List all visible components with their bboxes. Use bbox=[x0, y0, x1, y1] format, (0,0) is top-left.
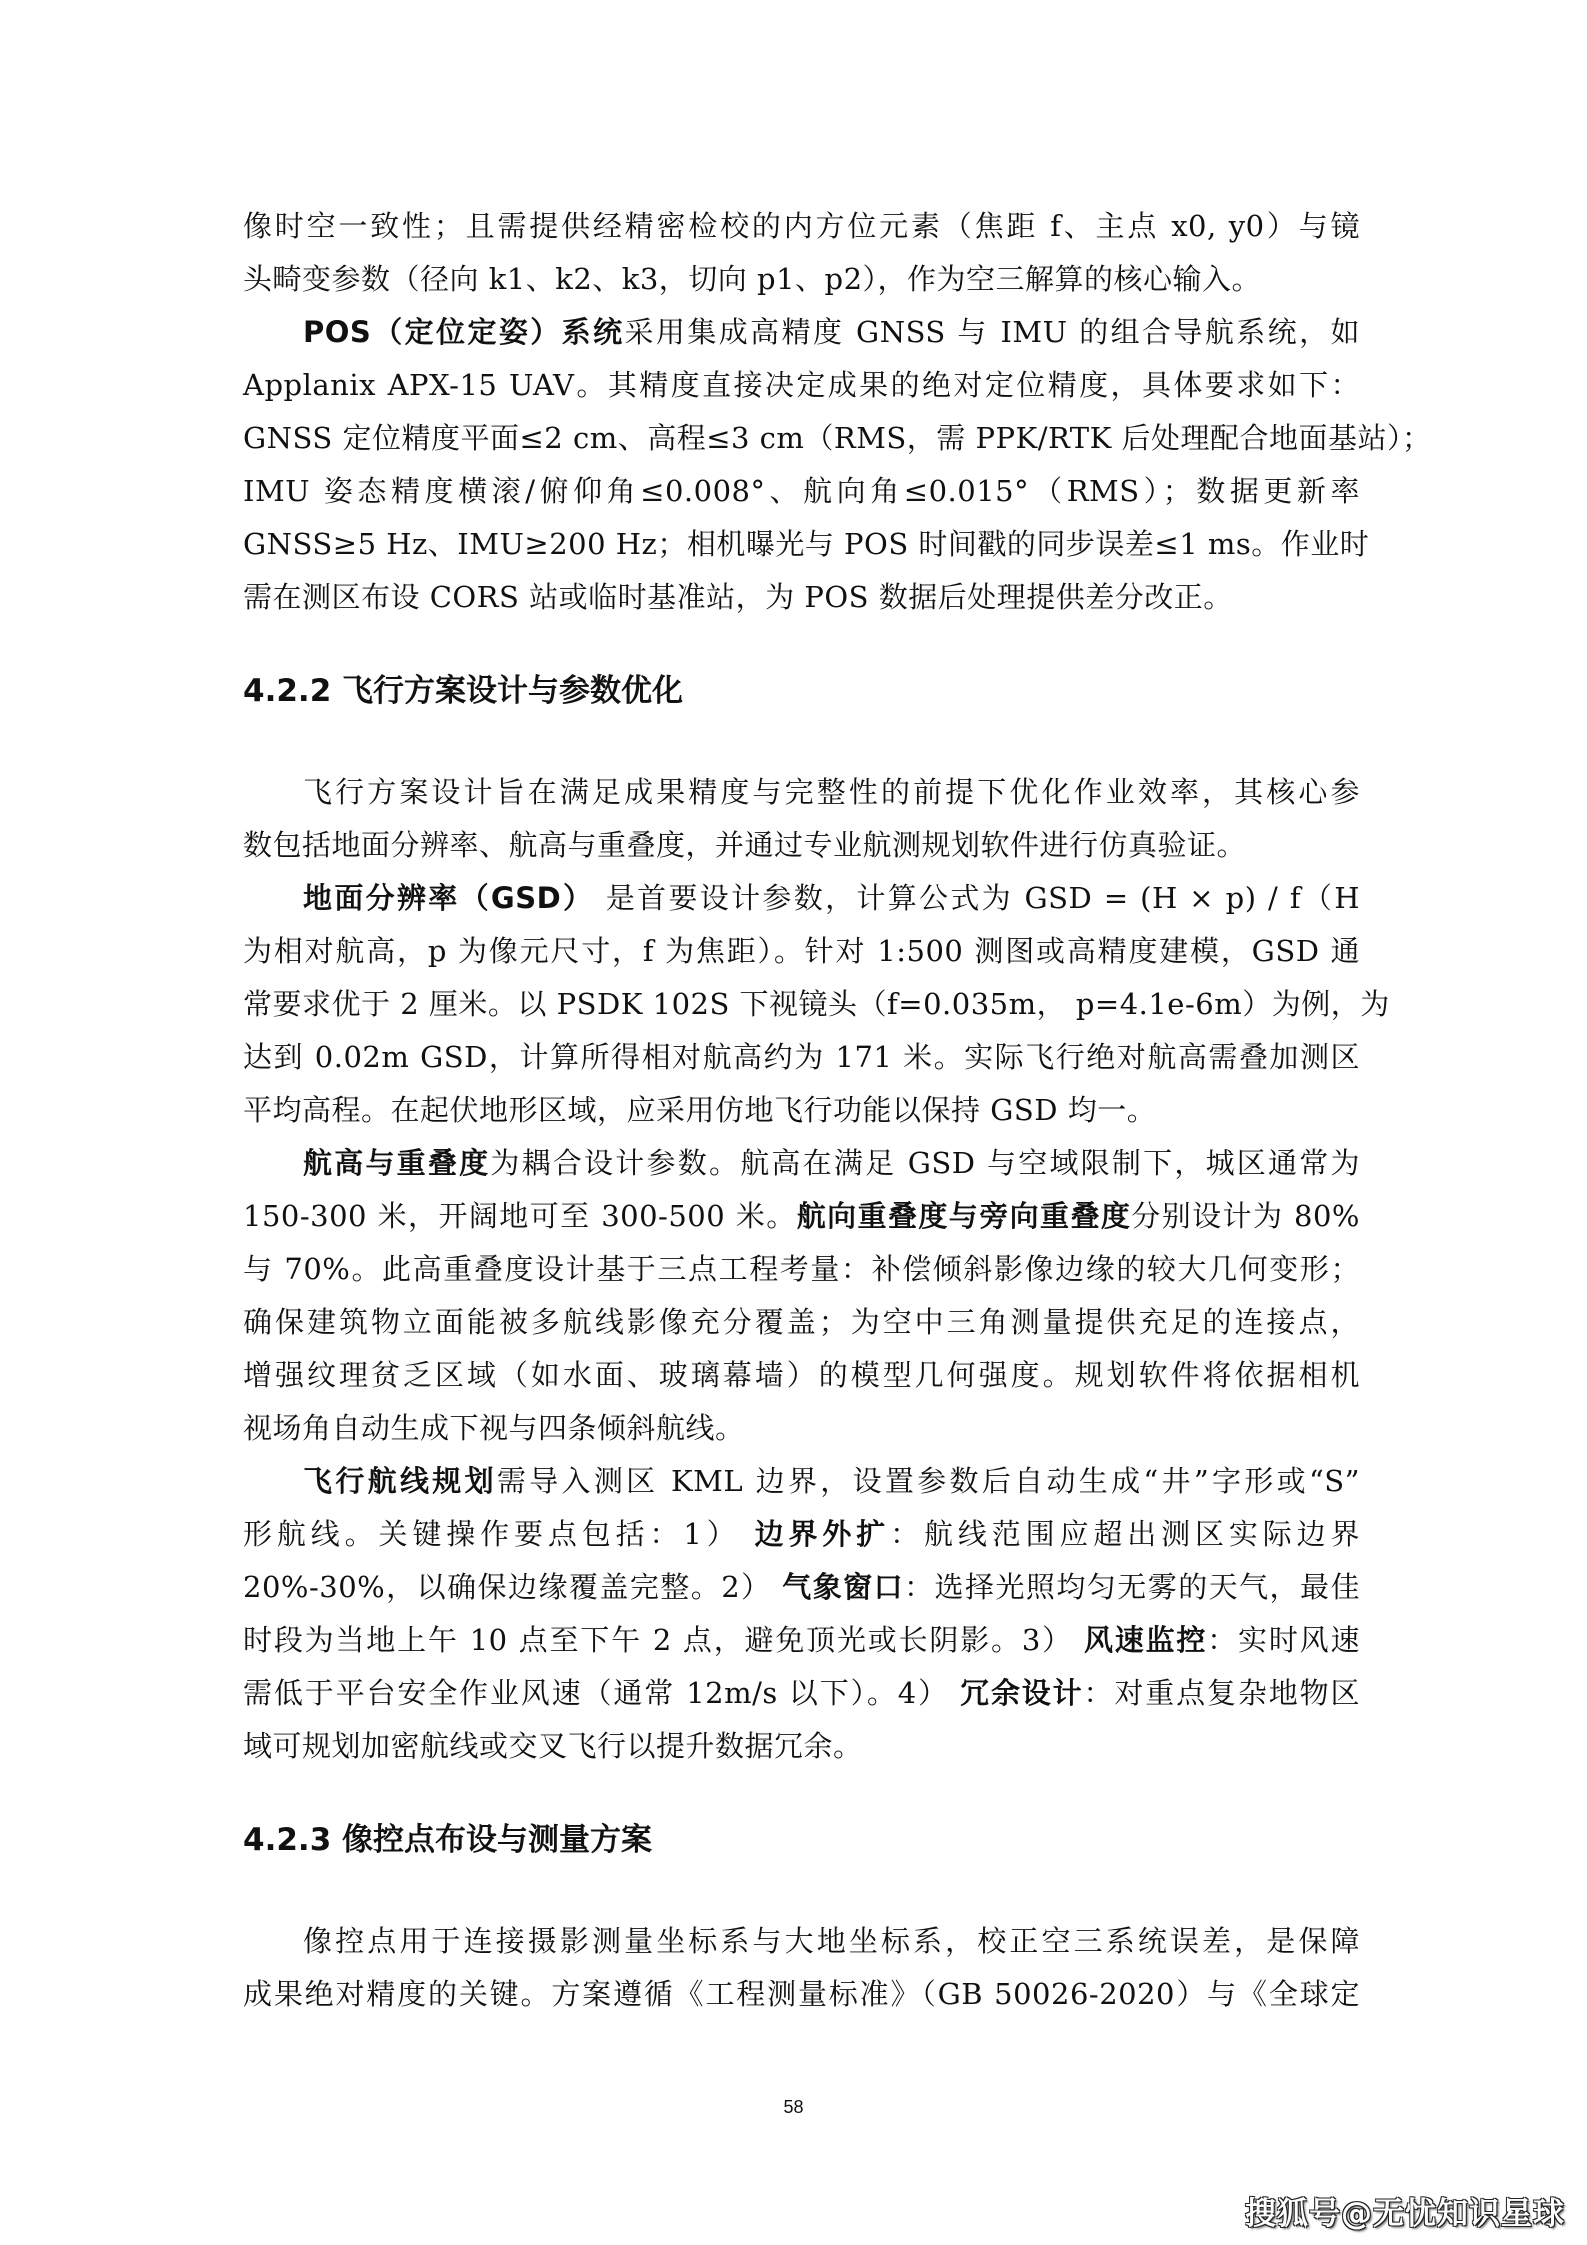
spacer bbox=[243, 624, 1360, 661]
text-line bbox=[243, 1402, 1360, 1455]
text-run: 达到 0.02m GSD，计算所得相对航高约为 171 米。实际飞行绝对航高需叠加测区 bbox=[243, 1040, 1360, 1074]
text-run: 增强纹理贫乏区域（如水面、玻璃幕墙）的模型几何强度。规划软件将依据相机 bbox=[243, 1358, 1360, 1392]
text-run: 与 70%。此高重叠度设计基于三点工程考量：补偿倾斜影像边缘的较大几何变形； bbox=[243, 1252, 1360, 1286]
section-heading: 4.2.2 飞行方案设计与参数优化 bbox=[243, 673, 684, 709]
text-line bbox=[243, 1349, 1360, 1402]
text-line bbox=[243, 1084, 1360, 1137]
text-run: 数包括地面分辨率、航高与重叠度，并通过专业航测规划软件进行仿真验证。 bbox=[243, 828, 1247, 862]
text-run: GNSS≥5 Hz、IMU≥200 Hz；相机曝光与 POS 时间戳的同步误差≤1 ms。作业时 bbox=[243, 527, 1370, 561]
watermark: 搜狐号@无忧知识星球 bbox=[1245, 2196, 1565, 2232]
bold-term: 地面分辨率（GSD） bbox=[303, 881, 595, 915]
text-run: 为相对航高，p 为像元尺寸，f 为焦距）。针对 1:500 测图或高精度建模，GSD 通 bbox=[243, 934, 1360, 968]
text-run: 像控点用于连接摄影测量坐标系与大地坐标系，校正空三系统误差，是保障 bbox=[303, 1924, 1360, 1958]
bold-term: 航高与重叠度 bbox=[303, 1146, 491, 1180]
text-run: 成果绝对精度的关键。方案遵循《工程测量标准》（GB 50026-2020）与《全球定 bbox=[243, 1977, 1360, 2011]
page-number: 58 bbox=[783, 2097, 804, 2117]
text-line bbox=[243, 359, 1360, 412]
text-run: 需低于平台安全作业风速（通常 12m/s 以下）。4） bbox=[243, 1676, 961, 1710]
bold-term: 飞行航线规划 bbox=[303, 1464, 497, 1498]
text-line bbox=[243, 872, 1360, 925]
text-line bbox=[243, 978, 1390, 1031]
text-line bbox=[243, 1031, 1360, 1084]
text-line bbox=[243, 1915, 1360, 1968]
section-heading: 4.2.3 像控点布设与测量方案 bbox=[243, 1822, 653, 1858]
paragraph bbox=[243, 1915, 1360, 2021]
text-run: ：选择光照均匀无雾的天气，最佳 bbox=[904, 1570, 1360, 1604]
text-line bbox=[243, 1614, 1360, 1667]
text-line bbox=[243, 1561, 1360, 1614]
paragraph bbox=[243, 766, 1360, 872]
text-run: 常要求优于 2 厘米。以 PSDK 102S 下视镜头（f=0.035m， p=4.1e-6m）为例，为 bbox=[243, 987, 1390, 1021]
text-line bbox=[243, 1968, 1360, 2021]
text-line bbox=[243, 412, 1432, 465]
text-run: Applanix APX-15 UAV。其精度直接决定成果的绝对定位精度，具体要求如下： bbox=[243, 368, 1360, 402]
bold-term: 冗余设计 bbox=[960, 1676, 1084, 1710]
text-line bbox=[243, 1190, 1360, 1243]
paragraph bbox=[243, 1455, 1360, 1773]
text-line bbox=[243, 1455, 1360, 1508]
text-run: 是首要设计参数，计算公式为 GSD = (H × p) / f（H bbox=[594, 881, 1361, 915]
text-run: 平均高程。在起伏地形区域，应采用仿地飞行功能以保持 GSD 均一。 bbox=[243, 1093, 1157, 1127]
text-line bbox=[243, 819, 1360, 872]
text-line bbox=[243, 518, 1370, 571]
text-run: 150-300 米，开阔地可至 300-500 米。 bbox=[243, 1199, 797, 1233]
bold-term: POS（定位定姿）系统 bbox=[303, 315, 625, 349]
bold-term: 气象窗口 bbox=[782, 1570, 905, 1604]
text-run: 飞行方案设计旨在满足成果精度与完整性的前提下优化作业效率，其核心参 bbox=[303, 775, 1360, 809]
text-line bbox=[243, 200, 1360, 253]
text-run: 为耦合设计参数。航高在满足 GSD 与空域限制下，城区通常为 bbox=[490, 1146, 1360, 1180]
text-run: IMU 姿态精度横滚/俯仰角≤0.008°、航向角≤0.015°（RMS）；数据更新率 bbox=[243, 474, 1360, 508]
text-run: ：实时风速 bbox=[1207, 1623, 1360, 1657]
paragraph bbox=[243, 872, 1390, 1137]
spacer bbox=[243, 1870, 1360, 1915]
text-line bbox=[243, 1243, 1360, 1296]
text-run: GNSS 定位精度平面≤2 cm、高程≤3 cm（RMS，需 PPK/RTK 后处理配合地面基站）； bbox=[243, 421, 1432, 455]
text-line bbox=[243, 253, 1360, 306]
text-run: ：对重点复杂地物区 bbox=[1083, 1676, 1360, 1710]
text-run: 域可规划加密航线或交叉飞行以提升数据冗余。 bbox=[243, 1729, 863, 1763]
text-run: 需在测区布设 CORS 站或临时基准站，为 POS 数据后处理提供差分改正。 bbox=[243, 580, 1233, 614]
document-page-body bbox=[243, 200, 1432, 2021]
spacer bbox=[243, 1773, 1360, 1810]
text-run: 分别设计为 80% bbox=[1131, 1199, 1360, 1233]
text-run: 像时空一致性；且需提供经精密检校的内方位元素（焦距 f、主点 x0, y0）与镜 bbox=[243, 209, 1360, 243]
text-line bbox=[243, 925, 1360, 978]
text-run: 20%-30%，以确保边缘覆盖完整。2） bbox=[243, 1570, 783, 1604]
bold-term: 边界外扩 bbox=[754, 1517, 891, 1551]
text-line bbox=[243, 1137, 1360, 1190]
text-run: ：航线范围应超出测区实际边界 bbox=[890, 1517, 1360, 1551]
text-run: 需导入测区 KML 边界，设置参数后自动生成“井”字形或“S” bbox=[496, 1464, 1360, 1498]
text-line bbox=[243, 1508, 1360, 1561]
text-run: 时段为当地上午 10 点至下午 2 点，避免顶光或长阴影。3） bbox=[243, 1623, 1084, 1657]
text-run: 视场角自动生成下视与四条倾斜航线。 bbox=[243, 1411, 745, 1445]
text-line bbox=[243, 465, 1360, 518]
text-run: 形航线。关键操作要点包括：1） bbox=[243, 1517, 755, 1551]
spacer bbox=[243, 721, 1360, 766]
bold-term: 航向重叠度与旁向重叠度 bbox=[796, 1199, 1132, 1233]
text-run: 头畸变参数（径向 k1、k2、k3，切向 p1、p2），作为空三解算的核心输入。 bbox=[243, 262, 1262, 296]
paragraph bbox=[243, 200, 1360, 306]
text-line bbox=[243, 766, 1360, 819]
text-line bbox=[243, 1296, 1360, 1349]
text-line bbox=[243, 571, 1360, 624]
text-run: 采用集成高精度 GNSS 与 IMU 的组合导航系统，如 bbox=[624, 315, 1360, 349]
text-run: 确保建筑物立面能被多航线影像充分覆盖；为空中三角测量提供充足的连接点， bbox=[243, 1305, 1360, 1339]
text-line bbox=[243, 1667, 1360, 1720]
text-line bbox=[243, 1720, 1360, 1773]
bold-term: 风速监控 bbox=[1083, 1623, 1208, 1657]
text-line bbox=[243, 306, 1360, 359]
paragraph bbox=[243, 1137, 1360, 1455]
paragraph bbox=[243, 306, 1432, 624]
